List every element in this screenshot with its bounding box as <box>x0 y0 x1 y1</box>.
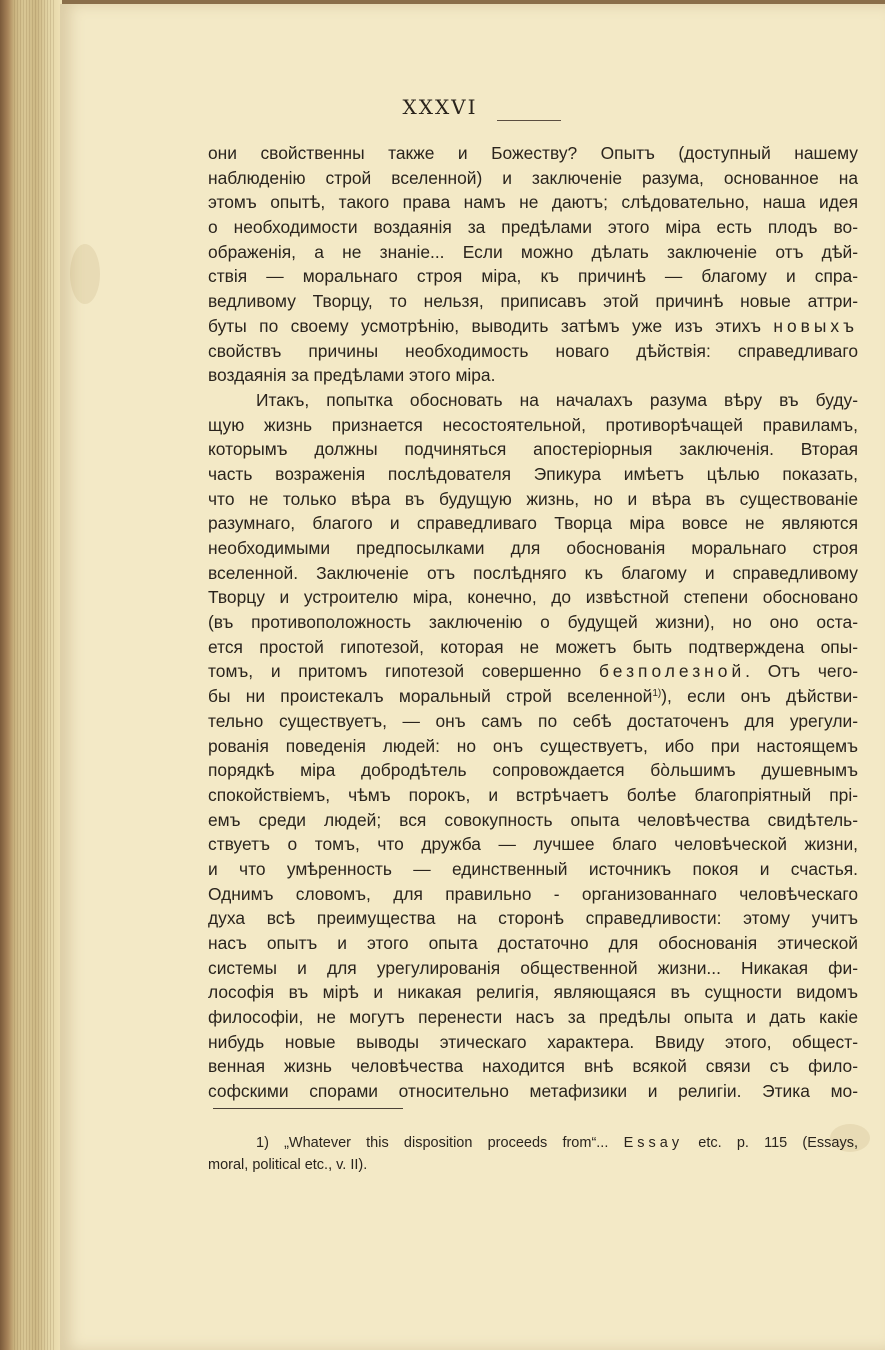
text-line: они свойственны также и Божеству? Опытъ (доступный нашему <box>208 143 858 163</box>
text-line: ствія — моральнаго строя міра, къ причинѣ — благому и спра- <box>208 266 858 287</box>
book-binding-edge <box>0 0 62 1350</box>
text-line <box>208 659 858 684</box>
text-line: этомъ опытѣ, такого права намъ не даютъ; слѣдовательно, наша идея <box>208 192 858 213</box>
text-line: разумнаго, благого и справедливаго Творца міра вовсе не являются <box>208 513 858 534</box>
text-line <box>208 684 858 709</box>
text-line-part: ), если онъ дѣйстви- <box>661 686 858 707</box>
text-line: Однимъ словомъ, для правильно - организованнаго человѣческаго <box>208 883 858 904</box>
text-line: ется простой гипотезой, которая не можетъ быть подтверждена опы- <box>208 636 858 657</box>
text-line: ображенія, а не знаніе... Если можно дѣлать заключеніе отъ дѣй- <box>208 241 858 262</box>
text-line: философіи, не могутъ перенести насъ за предѣлы опыта и дать какіе <box>208 1007 858 1028</box>
text-line: насъ опытъ и этого опыта достаточно для обоснованія этической <box>208 933 858 953</box>
text-line: вселенной. Заключеніе отъ послѣдняго къ благому и справедливому <box>208 562 858 583</box>
text-line-part: . Отъ чего- <box>745 661 858 682</box>
emphasized-word: безполезной <box>599 661 746 682</box>
paper-stain <box>70 244 100 304</box>
text-line <box>208 314 858 339</box>
text-line: системы и для урегулированія общественной жизни... Никакая фи- <box>208 957 858 978</box>
text-line: лософія въ мірѣ и никакая религія, являющаяся въ сущности видомъ <box>208 982 858 1003</box>
text-line: свойствъ причины необходимость новаго дѣйствія: справедливаго <box>208 340 858 361</box>
page-number-heading: XXXVI <box>402 95 478 119</box>
text-line: что не только вѣра въ будущую жизнь, но и вѣра въ существованіе <box>208 488 858 509</box>
text-line: тельно существуетъ, — онъ самъ по себѣ достаточенъ для урегули- <box>208 710 858 731</box>
footnote-line <box>208 1132 858 1154</box>
footnote-separator <box>213 1108 403 1109</box>
footnote-text: 1) „Whatever this disposition proceeds from“... <box>256 1135 609 1151</box>
text-line: ствуетъ о томъ, что дружба — лучшее благо человѣческой жизни, <box>208 834 858 855</box>
text-line: необходимыми предпосылками для обоснованія моральнаго строя <box>208 538 858 558</box>
footnote-line: moral, political etc., v. II). <box>208 1157 368 1173</box>
emphasized-word: новыхъ <box>773 315 858 336</box>
text-line: духа всѣ преимущества на сторонѣ справедливости: этому учитъ <box>208 908 858 929</box>
text-line: емъ среди людей; вся совокупность опыта человѣчества свидѣтель- <box>208 809 858 830</box>
text-line: (въ противоположность заключенію о будущей жизни), но оно оста- <box>208 612 858 633</box>
text-line: которымъ должны подчиняться апостеріорныя заключенія. Вторая <box>208 439 858 460</box>
text-line: рованія поведенія людей: но онъ существуетъ, ибо при настоящемъ <box>208 735 858 756</box>
text-line: и что умѣренность — единственный источникъ покоя и счастья. <box>208 858 858 879</box>
heading-underline <box>497 120 561 121</box>
footnote <box>208 1132 858 1176</box>
text-line-part: буты по своему усмотрѣнію, выводить затѣмъ уже изъ этихъ <box>208 315 761 336</box>
text-line: венная жизнь человѣчества находится внѣ всякой связи съ фило- <box>208 1056 858 1077</box>
text-line: софскими спорами относительно метафизики и религіи. Этика мо- <box>208 1081 858 1102</box>
text-line: Итакъ, попытка обосновать на началахъ разума вѣру въ буду- <box>256 389 858 410</box>
text-line: спокойствіемъ, чѣмъ порокъ, и встрѣчаетъ болѣе благопріятный прі- <box>208 784 858 805</box>
text-line: нибудь новые выводы этическаго характера. Ввиду этого, общест- <box>208 1031 858 1052</box>
footnote-text: etc. p. 115 (Essays, <box>698 1135 859 1151</box>
text-line: порядкѣ міра добродѣтель сопровождается бо̀льшимъ душевнымъ <box>208 760 858 781</box>
text-line: Творцу и устроителю міра, конечно, до извѣстной степени обосновано <box>208 587 858 608</box>
text-line: часть возраженія послѣдователя Эпикура имѣетъ цѣлью показать, <box>208 463 858 484</box>
body-text <box>208 141 858 1104</box>
text-line: о необходимости воздаянія за предѣлами этого міра есть плодъ во- <box>208 217 858 238</box>
footnote-emphasized: Essay <box>623 1135 684 1151</box>
text-line: наблюденію строй вселенной) и заключеніе разума, основанное на <box>208 167 858 188</box>
text-line-part: томъ, и притомъ гипотезой совершенно <box>208 661 582 682</box>
text-line: воздаянія за предѣлами этого міра. <box>208 365 496 386</box>
footnote-marker: 1) <box>652 688 662 700</box>
text-line: щую жизнь признается несостоятельной, противорѣчащей правиламъ, <box>208 414 858 435</box>
text-line: ведливому Творцу, то нельзя, приписавъ этой причинѣ новые аттри- <box>208 291 858 312</box>
text-line-part: бы ни проистекалъ моральный строй вселенной <box>208 686 653 707</box>
